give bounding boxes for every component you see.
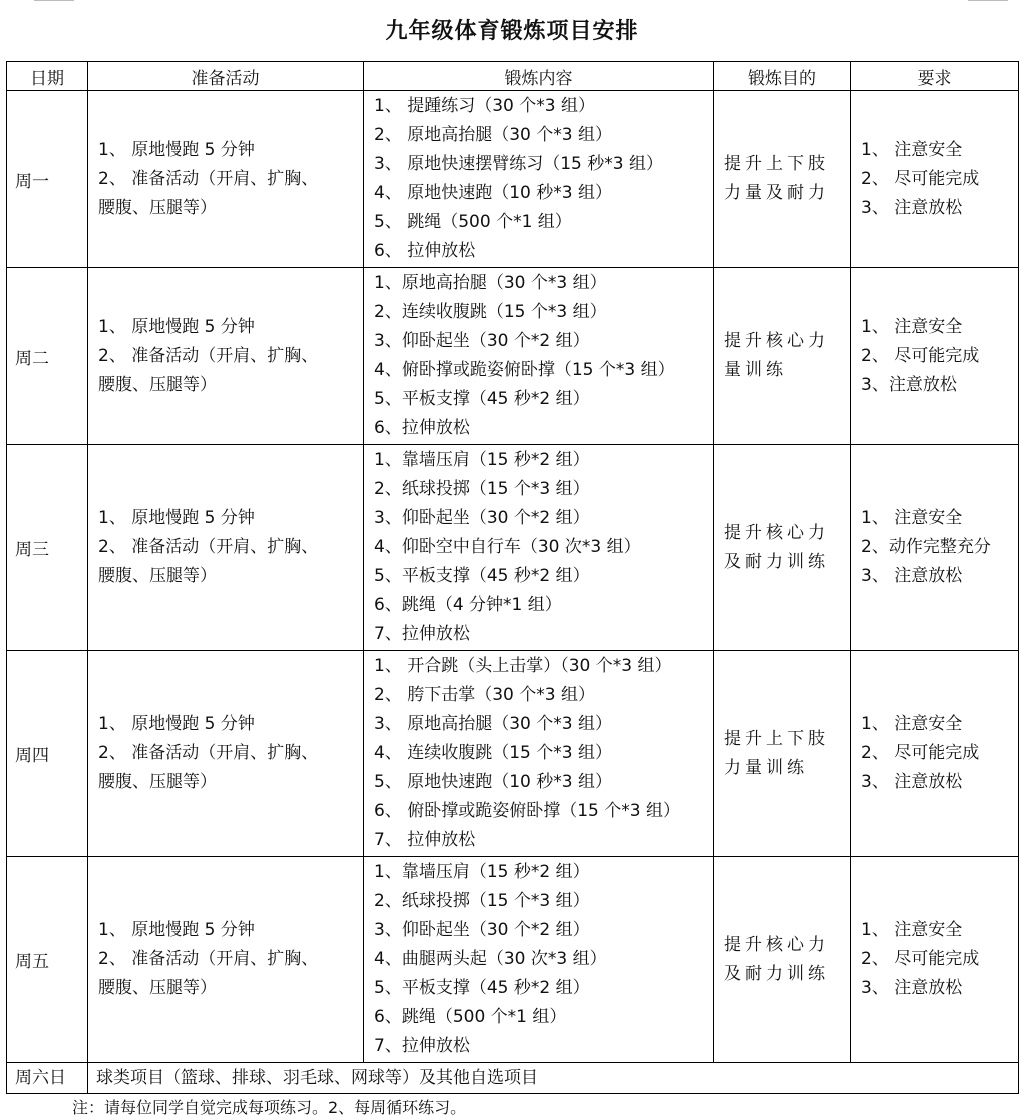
prep-line: 2、 准备活动（开肩、扩胸、 bbox=[98, 743, 319, 763]
exercise-line: 5、 跳绳（500 个*1 组） bbox=[374, 212, 572, 232]
prep-line: 1、 原地慢跑 5 分钟 bbox=[98, 508, 255, 528]
exercise-line: 2、 胯下击掌（30 个*3 组） bbox=[374, 685, 595, 705]
exercise-line: 2、连续收腹跳（15 个*3 组） bbox=[374, 302, 607, 322]
goal-line: 及耐力训练 bbox=[724, 963, 829, 984]
exercise-line: 4、曲腿两头起（30 次*3 组） bbox=[374, 949, 607, 969]
goal-line: 及耐力训练 bbox=[724, 551, 829, 572]
exercise-line: 3、仰卧起坐（30 个*2 组） bbox=[374, 920, 590, 940]
requirement-line: 1、 注意安全 bbox=[861, 139, 963, 160]
day-cell: 周三 bbox=[7, 445, 88, 651]
goal-line: 力量及耐力 bbox=[724, 183, 829, 203]
requirement-line: 3、 注意放松 bbox=[861, 772, 963, 792]
exercise-line: 2、 原地高抬腿（30 个*3 组） bbox=[374, 125, 612, 145]
header-prep: 准备活动 bbox=[88, 62, 364, 91]
content-cell bbox=[364, 651, 714, 857]
content-cell bbox=[364, 268, 714, 445]
prep-line: 1、 原地慢跑 5 分钟 bbox=[98, 139, 255, 160]
page-title: 九年级体育锻炼项目安排 bbox=[385, 19, 639, 44]
requirement-line: 3、 注意放松 bbox=[861, 197, 963, 218]
exercise-line: 3、 原地快速摆臂练习（15 秒*3 组） bbox=[374, 154, 663, 174]
weekend-description-cell: 球类项目（篮球、排球、羽毛球、网球等）及其他自选项目 bbox=[88, 1063, 1019, 1094]
exercise-line: 6、 拉伸放松 bbox=[374, 241, 476, 261]
goal-cell bbox=[714, 651, 851, 857]
table-body bbox=[7, 91, 1019, 1094]
table-row bbox=[7, 268, 1019, 445]
requirement-line: 1、 注意安全 bbox=[861, 920, 963, 940]
requirement-line: 2、 尽可能完成 bbox=[861, 743, 980, 763]
exercise-line: 6、跳绳（4 分钟*1 组） bbox=[374, 595, 562, 615]
content-cell bbox=[364, 91, 714, 268]
table-row bbox=[7, 445, 1019, 651]
prep-line: 1、 原地慢跑 5 分钟 bbox=[98, 920, 255, 940]
exercise-line: 4、 连续收腹跳（15 个*3 组） bbox=[374, 743, 612, 763]
req-cell bbox=[851, 91, 1019, 268]
exercise-line: 6、跳绳（500 个*1 组） bbox=[374, 1007, 567, 1027]
exercise-line: 2、纸球投掷（15 个*3 组） bbox=[374, 479, 590, 499]
exercise-line: 4、仰卧空中自行车（30 次*3 组） bbox=[374, 537, 641, 557]
prep-line: 1、 原地慢跑 5 分钟 bbox=[98, 714, 255, 734]
requirement-line: 2、 尽可能完成 bbox=[861, 168, 980, 189]
requirement-line: 1、 注意安全 bbox=[861, 316, 963, 337]
prep-line: 2、 准备活动（开肩、扩胸、 bbox=[98, 168, 319, 189]
requirement-line: 3、注意放松 bbox=[861, 374, 957, 395]
exercise-line: 6、 俯卧撑或跪姿俯卧撑（15 个*3 组） bbox=[374, 801, 680, 821]
day-cell: 周一 bbox=[7, 91, 88, 268]
table-row bbox=[7, 91, 1019, 268]
exercise-line: 7、拉伸放松 bbox=[374, 624, 470, 644]
exercise-line: 4、俯卧撑或跪姿俯卧撑（15 个*3 组） bbox=[374, 360, 675, 380]
goal-line: 量训练 bbox=[724, 360, 787, 380]
day-cell: 周二 bbox=[7, 268, 88, 445]
content-cell bbox=[364, 857, 714, 1063]
exercise-line: 2、纸球投掷（15 个*3 组） bbox=[374, 891, 590, 911]
goal-line: 提升核心力 bbox=[724, 934, 829, 955]
goal-line: 力量训练 bbox=[724, 757, 808, 778]
table-row bbox=[7, 651, 1019, 857]
exercise-line: 1、 开合跳（头上击掌）（30 个*3 组） bbox=[374, 656, 672, 676]
prep-cell bbox=[88, 651, 364, 857]
footnote: 注：请每位同学自觉完成每项练习。2、每周循环练习。 bbox=[72, 1098, 467, 1117]
goal-line: 提升核心力 bbox=[724, 522, 829, 543]
req-cell bbox=[851, 651, 1019, 857]
req-cell bbox=[851, 857, 1019, 1063]
exercise-line: 3、仰卧起坐（30 个*2 组） bbox=[374, 331, 590, 351]
goal-cell bbox=[714, 268, 851, 445]
requirement-line: 1、 注意安全 bbox=[861, 714, 963, 734]
weekend-day-cell: 周六日 bbox=[7, 1063, 88, 1094]
day-cell: 周四 bbox=[7, 651, 88, 857]
table-row bbox=[7, 857, 1019, 1063]
page-corner-mark-right bbox=[968, 0, 1008, 1]
prep-line: 腰腹、压腿等） bbox=[98, 374, 217, 395]
goal-cell bbox=[714, 91, 851, 268]
goal-cell bbox=[714, 857, 851, 1063]
prep-line: 2、 准备活动（开肩、扩胸、 bbox=[98, 949, 319, 969]
exercise-line: 1、靠墙压肩（15 秒*2 组） bbox=[374, 450, 590, 470]
requirement-line: 3、 注意放松 bbox=[861, 566, 963, 586]
prep-line: 腰腹、压腿等） bbox=[98, 772, 217, 792]
weekend-row bbox=[7, 1063, 1019, 1094]
prep-line: 2、 准备活动（开肩、扩胸、 bbox=[98, 537, 319, 557]
schedule-table bbox=[6, 61, 1019, 1094]
goal-cell bbox=[714, 445, 851, 651]
goal-line: 提升核心力 bbox=[724, 331, 829, 351]
exercise-line: 7、 拉伸放松 bbox=[374, 830, 476, 850]
exercise-line: 5、平板支撑（45 秒*2 组） bbox=[374, 389, 590, 409]
day-cell: 周五 bbox=[7, 857, 88, 1063]
prep-line: 腰腹、压腿等） bbox=[98, 978, 217, 998]
exercise-line: 4、 原地快速跑（10 秒*3 组） bbox=[374, 183, 612, 203]
prep-line: 腰腹、压腿等） bbox=[98, 566, 217, 586]
requirement-line: 1、 注意安全 bbox=[861, 508, 963, 528]
page-corner-mark-left bbox=[34, 0, 74, 1]
exercise-line: 3、 原地高抬腿（30 个*3 组） bbox=[374, 714, 612, 734]
prep-cell bbox=[88, 268, 364, 445]
exercise-line: 1、 提踵练习（30 个*3 组） bbox=[374, 96, 595, 116]
exercise-line: 1、靠墙压肩（15 秒*2 组） bbox=[374, 862, 590, 882]
goal-line: 提升上下肢 bbox=[724, 154, 829, 174]
exercise-line: 5、平板支撑（45 秒*2 组） bbox=[374, 978, 590, 998]
table-header-row bbox=[7, 62, 1019, 91]
goal-line: 提升上下肢 bbox=[724, 728, 829, 749]
exercise-line: 7、拉伸放松 bbox=[374, 1036, 470, 1056]
requirement-line: 3、 注意放松 bbox=[861, 978, 963, 998]
header-requirement: 要求 bbox=[851, 62, 1019, 91]
exercise-line: 1、原地高抬腿（30 个*3 组） bbox=[374, 273, 607, 293]
exercise-line: 3、仰卧起坐（30 个*2 组） bbox=[374, 508, 590, 528]
requirement-line: 2、 尽可能完成 bbox=[861, 345, 980, 366]
req-cell bbox=[851, 268, 1019, 445]
exercise-line: 6、拉伸放松 bbox=[374, 418, 470, 438]
prep-cell bbox=[88, 445, 364, 651]
content-cell bbox=[364, 445, 714, 651]
prep-line: 腰腹、压腿等） bbox=[98, 197, 217, 218]
header-content: 锻炼内容 bbox=[364, 62, 714, 91]
header-day: 日期 bbox=[7, 62, 88, 91]
prep-line: 2、 准备活动（开肩、扩胸、 bbox=[98, 345, 319, 366]
req-cell bbox=[851, 445, 1019, 651]
header-goal: 锻炼目的 bbox=[714, 62, 851, 91]
requirement-line: 2、 尽可能完成 bbox=[861, 949, 980, 969]
prep-line: 1、 原地慢跑 5 分钟 bbox=[98, 316, 255, 337]
prep-cell bbox=[88, 857, 364, 1063]
prep-cell bbox=[88, 91, 364, 268]
requirement-line: 2、动作完整充分 bbox=[861, 537, 991, 557]
exercise-line: 5、 原地快速跑（10 秒*3 组） bbox=[374, 772, 612, 792]
exercise-line: 5、平板支撑（45 秒*2 组） bbox=[374, 566, 590, 586]
